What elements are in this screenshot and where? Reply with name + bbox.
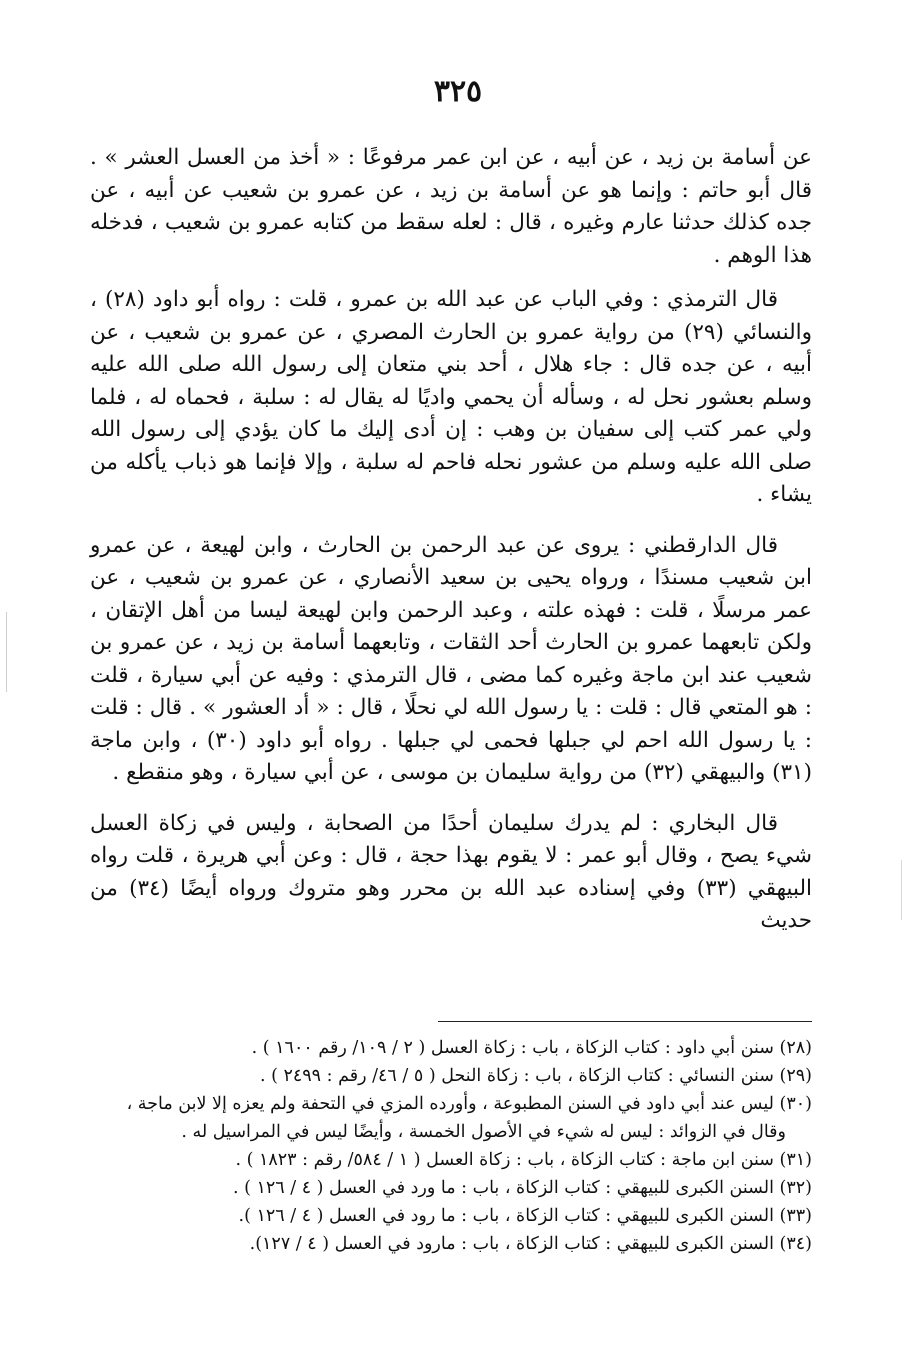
footnote-33: (٣٣) السنن الكبرى للبيهقي : كتاب الزكاة ، باب : ما رود في العسل ( ٤ / ١٢٦ ). [238, 1206, 812, 1226]
footnote-31: (٣١) سنن ابن ماجة : كتاب الزكاة ، باب : زكاة العسل ( ١ / ٥٨٤/ رقم : ١٨٢٣ ) . [235, 1150, 812, 1170]
footnote-28: (٢٨) سنن أبي داود : كتاب الزكاة ، باب : زكاة العسل ( ٢ / ١٠٩/ رقم ١٦٠٠ ) . [251, 1038, 812, 1058]
scan-edge-mark [6, 612, 7, 692]
main-text [90, 142, 812, 938]
footnote-32: (٣٢) السنن الكبرى للبيهقي : كتاب الزكاة ، باب : ما ورد في العسل ( ٤ / ١٢٦ ) . [232, 1178, 812, 1198]
footnote-34: (٣٤) السنن الكبرى للبيهقي : كتاب الزكاة ، باب : مارود في العسل ( ٤ / ١٢٧). [249, 1234, 812, 1254]
paragraph-4: قال البخاري : لم يدرك سليمان أحدًا من الصحابة ، وليس في زكاة العسل شيء يصح ، وقال أبو عمر : لا يقوم بهذا حجة ، قال : وعن أبي هريرة ، قلت رواه البيهقي (٣٣) وفي إسناده عبد الله بن محرر وهو متروك ورواه أيضًا (٣٤) من حديث [90, 810, 813, 933]
footnote-29: (٢٩) سنن النسائي : كتاب الزكاة ، باب : زكاة النحل ( ٥ / ٤٦/ رقم : ٢٤٩٩ ) . [259, 1066, 812, 1086]
footnotes [90, 1034, 812, 1258]
footnote-30-continuation: وقال في الزوائد : ليس له شيء في الأصول الخمسة ، وأيضًا ليس في المراسيل له . [181, 1122, 786, 1142]
paragraph-2: قال الترمذي : وفي الباب عن عبد الله بن عمرو ، قلت : رواه أبو داود (٢٨) ، والنسائي (٢٩) من رواية عمرو بن الحارث المصري ، عن عمرو بن شعيب ، عن أبيه ، عن جده قال : جاء هلال ، أحد بني متعان إلى رسول الله صلى الله عليه وسلم بعشور نحل له ، وسأله أن يحمي واديًا له يقال له : سلبة ، فحماه له ، فلما ولي عمر كتب إلى سفيان بن وهب : إن أدى إليك ما كان يؤدي إلى رسول الله صلى الله عليه وسلم من عشور نحله فاحم له سلبة ، وإلا فإنما هو ذباب يأكله من يشاء . [90, 287, 812, 507]
page-number: ٣٢٥ [433, 74, 483, 109]
paragraph-3: قال الدارقطني : يروى عن عبد الرحمن بن الحارث ، وابن لهيعة ، عن عمرو ابن شعيب مسندًا ، ورواه يحيى بن سعيد الأنصاري ، عن عمرو بن شعيب ، عن عمر مرسلًا ، قلت : فهذه علته ، وعبد الرحمن وابن لهيعة ليسا من أهل الإتقان ، ولكن تابعهما عمرو بن الحارث أحد الثقات ، وتابعهما أسامة بن زيد ، عن عمرو بن شعيب عند ابن ماجة وغيره كما مضى ، قال الترمذي : وفيه عن أبي سيارة ، قلت : هو المتعي قال : قلت : يا رسول الله لي نحلًا ، قال : « أد العشور » . قال : قلت : يا رسول الله احم لي جبلها فحمى لي جبلها . رواه أبو داود (٣٠) ، وابن ماجة (٣١) والبيهقي (٣٢) من رواية سليمان بن موسى ، عن أبي سيارة ، وهو منقطع . [90, 532, 812, 785]
paragraph-1: عن أسامة بن زيد ، عن أبيه ، عن ابن عمر مرفوعًا : « أخذ من العسل العشر » . قال أبو حاتم : وإنما هو عن أسامة بن زيد ، عن عمرو بن شعيب عن أبيه ، عن جده كذلك حدثنا عارم وغيره ، قال : لعله سقط من كتابه عمرو بن شعيب ، فدخله هذا الوهم . [90, 145, 812, 268]
footnote-separator [438, 1021, 812, 1022]
scan-edge-mark-right [901, 860, 902, 920]
footnote-30: (٣٠) ليس عند أبي داود في السنن المطبوعة ، وأورده المزي في التحفة ولم يعزه إلا لابن ماجة ، [126, 1094, 812, 1114]
